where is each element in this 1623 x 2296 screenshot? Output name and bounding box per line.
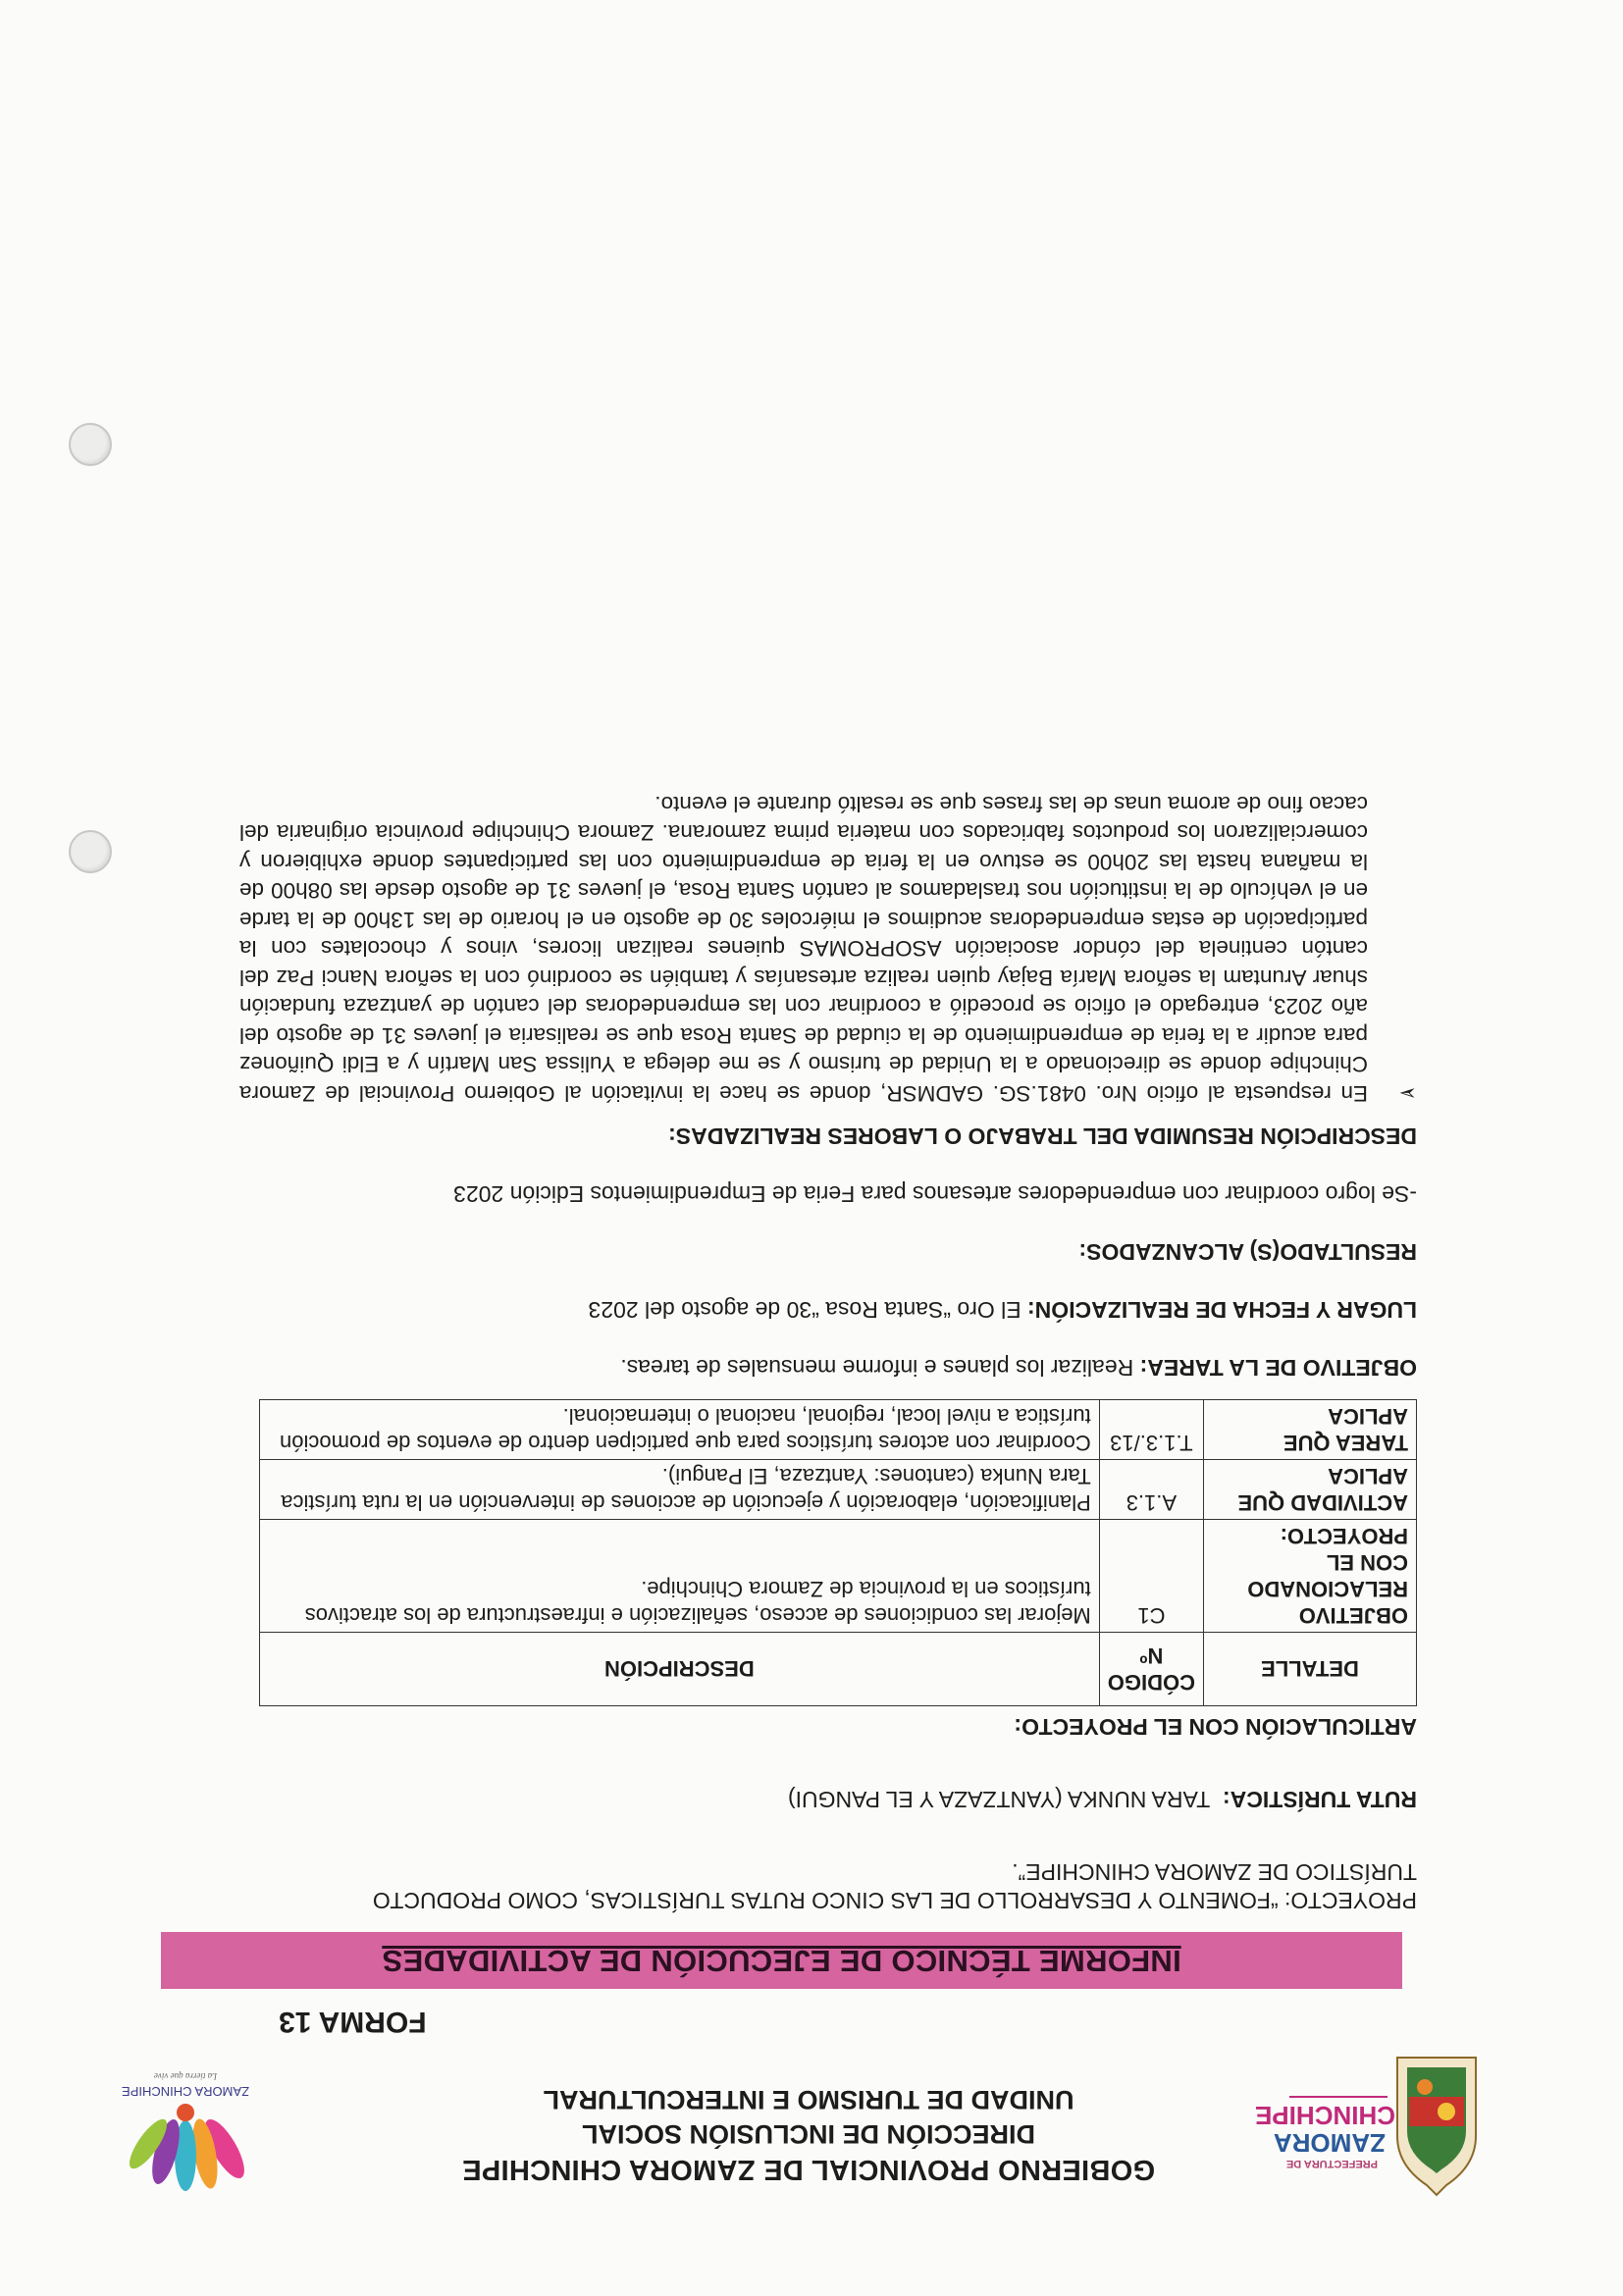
table-row [260,1520,1417,1633]
brand-name: ZAMORA CHINCHIPE [121,2084,250,2099]
row-descripcion: Planificación, elaboración y ejecución de acciones de intervención en la ruta turística Tara Nunka (cantones: Yantzaza, El Pangui). [260,1460,1100,1520]
articulation-title: ARTICULACIÓN CON EL PROYECTO: [1014,1714,1417,1740]
results-value: -Se logro coordinar con emprendedores artesanos para Feria de Emprendimientos Edición 2023 [453,1181,1417,1207]
document-body [121,790,1417,2206]
org-direction: DIRECCIÓN DE INCLUSIÓN SOCIAL [581,2119,1036,2149]
row-codigo: C1 [1099,1520,1203,1633]
row-detalle: OBJETIVO RELACIONADO CON EL PROYECTO: [1204,1520,1417,1633]
form-number: FORMA 13 [279,2006,427,2038]
letterhead [121,1989,1417,2205]
header-descripcion: DESCRIPCIÓN [260,1633,1100,1706]
place-date-value: El Oro “Santa Rosa “30 de agosto del 2023 [588,1297,1021,1323]
header-detalle: DETALLE [1204,1633,1417,1706]
task-objective-line [176,1353,1417,1382]
project-value: “FOMENTO Y DESARROLLO DE LAS CINCO RUTAS TURÍSTICAS, COMO PRODUCTO TURÍSTICO DE ZAMORA CHINCHIPE”. [372,1859,1417,1913]
row-descripcion: Coordinar con actores turísticos para que participen dentro de eventos de promoción turística a nivel local, regional, nacional o internacional. [260,1400,1100,1460]
org-name: GOBIERNO PROVINCIAL DE ZAMORA CHINCHIPE [461,2154,1156,2185]
work-description-item [239,790,1417,1109]
articulation-table [259,1399,1417,1706]
logo-prefectura-label: PREFECTURA DE [1285,2158,1378,2169]
place-date-label: LUGAR Y FECHA DE REALIZACIÓN: [1027,1297,1417,1323]
route-label: RUTA TURÍSTICA: [1222,1787,1417,1812]
project-label: PROYECTO: [1283,1888,1417,1913]
org-unit: UNIDAD DE TURISMO E INTERCULTURAL [543,2085,1074,2114]
row-detalle: ACTIVIDAD QUE APLICA [1204,1460,1417,1520]
logo-chinchipe-label: CHINCHIPE [1254,2101,1395,2130]
prefectura-logo [1254,2048,1486,2205]
bullet-arrow-icon: ➢ [1398,1081,1417,1106]
table-row [260,1460,1417,1520]
punch-hole-top [69,830,112,873]
results-label: RESULTADO(S) ALCANZADOS: [1078,1239,1417,1265]
row-descripcion: Mejorar las condiciones de acceso, señalización e infraestructura de los atractivos turísticos en la provincia de Zamora Chinchipe. [260,1520,1100,1633]
route-line [176,1785,1417,1813]
place-date-line [176,1295,1417,1324]
header-codigo: CÓDIGO Nº [1099,1633,1203,1706]
row-detalle: TAREA QUE APLICA [1204,1400,1417,1460]
zamora-chinchipe-brand-logo [87,2065,284,2203]
row-codigo: T.1.3./13 [1099,1400,1203,1460]
organization-block [377,2084,1240,2185]
table-row [260,1400,1417,1460]
punch-hole-bottom [69,423,112,466]
report-title: INFORME TÉCNICO DE EJECUCIÓN DE ACTIVIDADES [382,1944,1181,1978]
report-title-banner [161,1932,1402,1989]
row-codigo: A.1.3 [1099,1460,1203,1520]
work-description-label: DESCRIPCIÓN RESUMIDA DEL TRABAJO O LABORES REALIZADAS: [668,1123,1417,1149]
task-objective-value: Realizar los planes e informe mensuales de tareas. [620,1355,1134,1381]
work-description-text: En respuesta al oficio Nro. 0481.SG. GADMSR, donde se hace la invitación al Gobierno Provincial de Zamora Chinchipe donde se direcionado a la Unidad de turismo y se me delega a Yulissa San Martín y a Eldi Quiñonez para acudir a la feria de emprendimiento de la ciudad de Santa Rosa que se realisaria el jueves 31 de agosto del año 2023, entregado el oficio se procedió a coordinar con las emprendedoras del cantón de yantzaza fundación shuar Aruntam la señora María Bajay quien realiza artesanías y también se coordinó con la señora Nanci Paz del cantón centinela del cóndor asociación ASOPROMAS quienes realizan licores, vinos y chocolates con la participación de estas emprendedoras acudimos el miércoles 30 de agosto en el horario de las 13h00 de la tarde en el vehículo de la institución nos trasladamos al cantón Santa Rosa, el jueves 31 de agosto desde las 08h00 de la mañana hasta las 20h00 se estuvo en la feria de emprendimiento con las participantes donde exhibieron y comercializaron los productos fabricados con materia prima zamorana. Zamora Chinchipe provincia originaria del cacao fino de aroma unas de las frases que se resaltó durante el evento. [239,792,1368,1106]
route-value: TARA NUNKA (YANTZAZA Y EL PANGUI) [787,1787,1211,1812]
logo-zamora-label: ZAMORA [1273,2128,1386,2158]
brand-tagline: La tierra que vive [153,2071,218,2081]
task-objective-label: OBJETIVO DE LA TAREA: [1139,1355,1417,1381]
table-header-row [260,1633,1417,1706]
project-line [249,1857,1417,1914]
